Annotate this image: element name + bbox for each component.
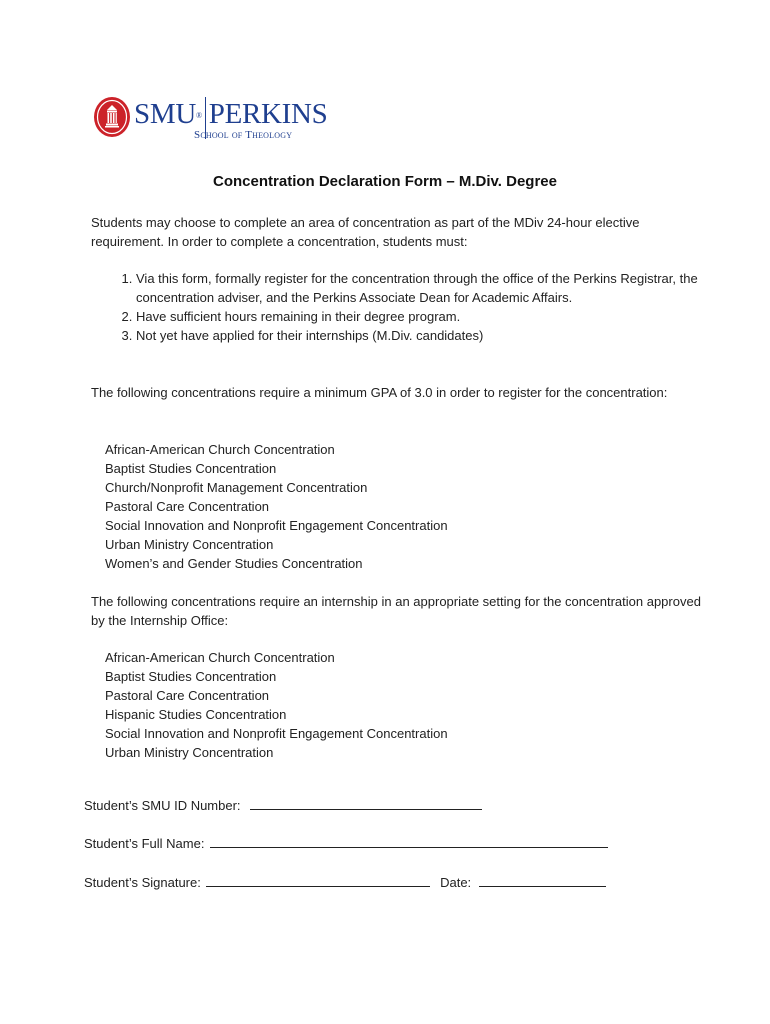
full-name-label: Student’s Full Name: [84,836,205,851]
requirement-item: 3. Not yet have applied for their internships (M.Div. candidates) [136,326,736,345]
concentration-item: Baptist Studies Concentration [105,669,277,684]
full-name-blank[interactable] [210,835,608,848]
seal-icon [93,96,131,138]
concentration-item: Church/Nonprofit Management Concentration [105,480,368,495]
date-label: Date: [440,875,472,890]
concentration-item: African-American Church Concentration [105,650,335,665]
concentration-item: Social Innovation and Nonprofit Engagement Concentration [105,726,448,741]
signature-blank[interactable] [206,874,430,887]
concentration-item: Urban Ministry Concentration [105,745,274,760]
concentration-item: Pastoral Care Concentration [105,688,270,703]
brand-smu: SMU [134,98,196,130]
requirement-item: 2. Have sufficient hours remaining in their degree program. [136,307,736,326]
smu-id-blank[interactable] [250,797,482,810]
intro-paragraph: Students may choose to complete an area of concentration as part of the MDiv 24-hour elective requirement. In order to complete a concentration, students must: [91,215,640,249]
concentration-item: Baptist Studies Concentration [105,461,277,476]
concentration-item: Women’s and Gender Studies Concentration [105,556,363,571]
signature-label: Student’s Signature: [84,875,201,890]
requirement-item: 1. Via this form, formally register for the concentration through the office of the Perkins Registrar, the concentration adviser, and the Perkins Associate Dean for Academic Affairs. [136,269,736,307]
signature-date-field [84,874,606,890]
brand-reg-mark: ® [195,111,202,120]
full-name-field [84,835,608,851]
brand-perkins: PERKINS [208,98,328,130]
brand-school: School of Theology [194,129,293,141]
internship-concentrations-list [105,648,605,762]
concentration-item: Urban Ministry Concentration [105,537,274,552]
smu-id-label: Student’s SMU ID Number: [84,798,241,813]
gpa-concentrations-list [105,440,605,573]
concentration-item: Social Innovation and Nonprofit Engagement Concentration [105,518,448,533]
smu-id-field [84,797,482,813]
smu-perkins-logo [93,96,328,146]
gpa-intro-paragraph: The following concentrations require a minimum GPA of 3.0 in order to register for the concentration: [91,385,668,400]
date-blank[interactable] [479,874,606,887]
concentration-item: Hispanic Studies Concentration [105,707,287,722]
page-title: Concentration Declaration Form – M.Div. Degree [213,173,557,190]
concentration-item: Pastoral Care Concentration [105,499,270,514]
requirements-list [91,269,736,345]
internship-intro-paragraph: The following concentrations require an internship in an appropriate setting for the concentration approved by the Internship Office: [91,594,701,628]
concentration-item: African-American Church Concentration [105,442,335,457]
